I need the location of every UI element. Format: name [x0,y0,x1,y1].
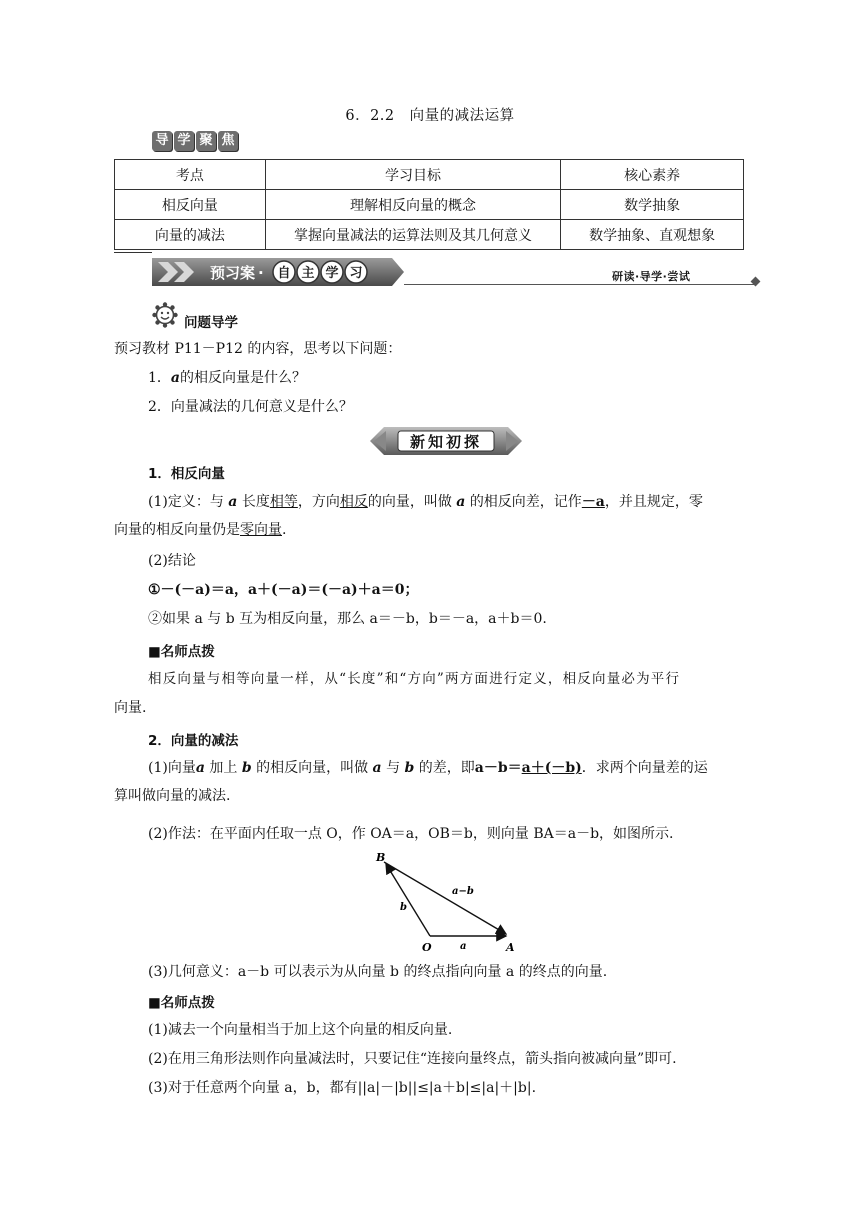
section-2-heading: 2．向量的减法 [148,733,239,749]
vector-b [386,864,430,936]
definition-line-2: 向量的相反向量仍是零向量. [114,522,287,538]
badge-char: 焦 [218,131,238,151]
table-cell: 向量的减法 [115,220,266,250]
conclusion-heading: (2)结论 [148,553,196,569]
vector-triangle-figure [372,850,522,955]
table-cell: 相反向量 [115,190,266,220]
section-1-heading: 1．相反向量 [148,466,225,482]
geometric-meaning-text: (3)几何意义：a－b 可以表示为从向量 b 的终点指向向量 a 的终点的向量. [148,964,608,980]
question-2: 2．向量减法的几何意义是什么？ [148,399,353,415]
preview-banner [152,258,404,286]
table-header-cell: 学习目标 [265,160,561,190]
point-label-O: O [422,941,432,954]
banner-char: 自 [277,266,291,281]
vector-label-a: a [460,941,467,952]
vector-label-b: b [400,902,407,913]
badge-char: 导 [152,131,172,151]
banner-left-text: 预习案 [210,264,256,282]
page-title: 6．2.2 向量的减法运算 [345,108,515,124]
definition-line-1: (1)定义：与 a 长度相等，方向相反的向量，叫做 a 的相反向差，记作－a，并且规定，零 [148,494,703,510]
tip-1-heading: ■名师点拨 [148,644,215,660]
new-knowledge-banner [370,427,522,455]
table-cell: 数学抽象、直观想象 [561,220,744,250]
banner-char: 学 [325,266,339,281]
conclusion-1: ①－(－a)＝a，a＋(－a)＝(－a)＋a＝0； [148,582,419,598]
guide-focus-badge [152,131,238,151]
banner-char: 习 [349,266,363,281]
point-label-B: B [376,851,386,864]
intro-text: 预习教材 P11－P12 的内容，思考以下问题： [114,341,402,357]
tip-2-line-2: (2)在用三角形法则作向量减法时，只要记住“连接向量终点，箭头指向被减向量”即可. [148,1051,677,1067]
tip-1-line-1: 相反向量与相等向量一样，从“长度”和“方向”两方面进行定义，相反向量必为平行 [148,671,681,687]
table-header-row [115,160,744,190]
banner-tagline: 研读·导学·尝试 [612,270,691,283]
subtraction-def-line-1: (1)向量a 加上 b 的相反向量，叫做 a 与 b 的差，即a－b＝a＋(－b)．求两个向量差的运 [148,760,708,776]
table-cell: 掌握向量减法的运算法则及其几何意义 [265,220,561,250]
table-header-cell: 核心素养 [561,160,744,190]
vector-label-a-minus-b: a−b [452,886,474,897]
badge-char: 聚 [196,131,216,151]
table-row [115,190,744,220]
point-label-A: A [506,941,515,954]
table-cell: 理解相反向量的概念 [265,190,561,220]
banner-char: 主 [301,266,315,281]
subtraction-def-line-2: 算叫做向量的减法. [114,788,231,804]
conclusion-2: ②如果 a 与 b 互为相反向量，那么 a＝－b，b＝－a，a＋b＝0. [148,611,547,627]
construction-text: (2)作法：在平面内任取一点 O，作 OA＝a，OB＝b，则向量 BA＝a－b，如图所示. [148,826,674,842]
tip-2-line-1: (1)减去一个向量相当于加上这个向量的相反向量. [148,1022,453,1038]
vector-a-minus-b [384,862,506,934]
divider [114,252,152,253]
table-cell: 数学抽象 [561,190,744,220]
question-guide-heading: 问题导学 [184,315,238,331]
banner-dot: · [258,264,264,282]
banner-rule [404,284,756,285]
tip-1-line-2: 向量. [114,700,147,716]
badge-char: 学 [174,131,194,151]
tip-2-line-3: (3)对于任意两个向量 a，b，都有||a|－|b||≤|a＋b|≤|a|＋|b|. [148,1080,537,1096]
table-row [115,220,744,250]
table-header-cell: 考点 [115,160,266,190]
new-knowledge-text: 新知初探 [409,433,483,451]
learning-goals-table [114,159,744,250]
smiley-sun-icon [152,302,178,328]
tip-2-heading: ■名师点拨 [148,995,215,1011]
question-1: 1．a的相反向量是什么？ [148,370,306,386]
